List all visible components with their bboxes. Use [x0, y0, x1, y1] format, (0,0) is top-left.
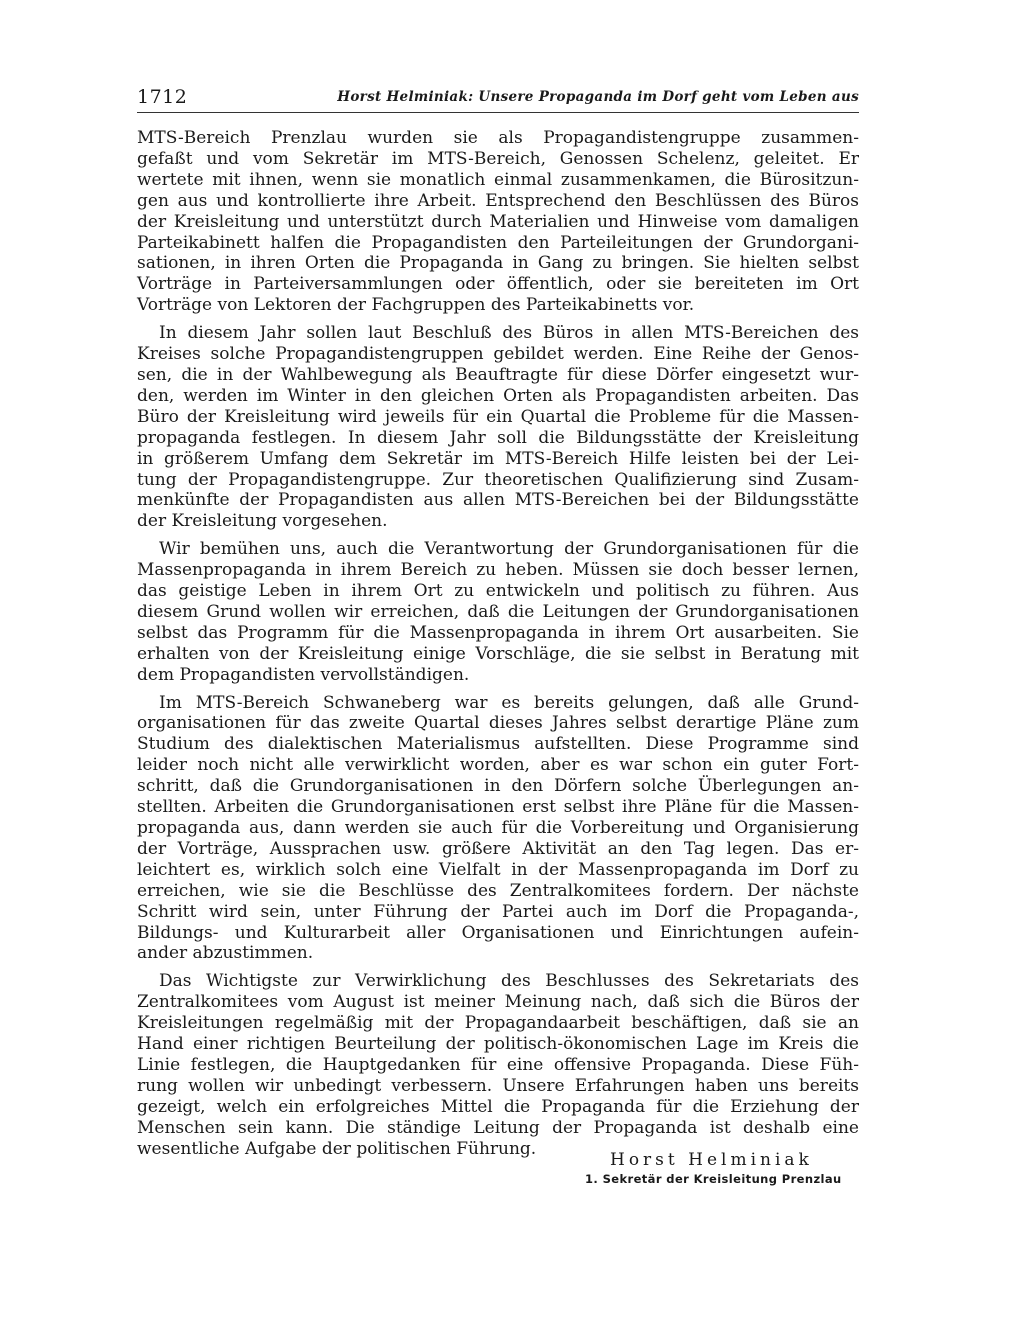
text-line: propaganda aus, dann werden sie auch für die Vorbereitung und Organisierung	[137, 818, 859, 838]
text-line: das geistige Leben in ihrem Ort zu entwickeln und politisch zu führen. Aus	[137, 581, 859, 602]
text-line: In diesem Jahr sollen laut Beschluß des Büros in allen MTS-Bereichen des	[159, 323, 859, 344]
paragraph-4	[137, 693, 859, 965]
text-line: stellten. Arbeiten die Grundorganisationen erst selbst ihre Pläne für die Massen-	[137, 797, 859, 818]
text-line: tung der Propagandistengruppe. Zur theoretischen Qualifizierung sind Zusam-	[137, 469, 859, 490]
text-line: Büro der Kreisleitung wird jeweils für ein Quartal die Probleme für die Massen-	[137, 406, 859, 427]
text-line: gen aus und kontrollierte ihre Arbeit. Entsprechend den Beschlüssen des Büros	[137, 190, 859, 211]
text-line: Kreises solche Propagandistengruppen gebildet werden. Eine Reihe der Genos-	[137, 344, 859, 365]
text-line: sen, die in der Wahlbewegung als Beauftragte für diese Dörfer eingesetzt wur-	[137, 364, 859, 385]
text-line: erhalten von der Kreisleitung einige Vorschläge, die sie selbst in Beratung mit	[137, 643, 859, 664]
text-line: wesentliche Aufgabe der politischen Führung.	[137, 1138, 537, 1159]
text-line: Zentralkomitees vom August ist meiner Meinung nach, daß sich die Büros der	[137, 992, 859, 1013]
text-line: Linie festlegen, die Hauptgedanken für eine offensive Propaganda. Diese Füh-	[137, 1054, 859, 1075]
text-line: dem Propagandisten vervollständigen.	[137, 664, 470, 685]
text-line: MTS-Bereich Prenzlau wurden sie als Propagandistengruppe zusammen-	[137, 128, 859, 148]
text-line: Vorträge in Parteiversammlungen oder öffentlich, oder sie bereiteten im Ort	[137, 274, 859, 295]
text-line: Kreisleitungen regelmäßig mit der Propagandaarbeit beschäftigen, daß sie an	[137, 1013, 859, 1034]
text-line: Bildungs- und Kulturarbeit aller Organisationen und Einrichtungen aufein-	[137, 922, 859, 943]
text-line: sationen, in ihren Orten die Propaganda in Gang zu bringen. Sie hielten selbst	[137, 253, 859, 274]
text-line: rung wollen wir unbedingt verbessern. Unsere Erfahrungen haben uns bereits	[137, 1075, 859, 1096]
text-line: menkünfte der Propagandisten aus allen MTS-Bereichen bei der Bildungsstätte	[137, 490, 859, 511]
text-line: Massenpropaganda in ihrem Bereich zu heben. Müssen sie doch besser lernen,	[137, 560, 859, 581]
text-line: Schritt wird sein, unter Führung der Partei auch im Dorf die Propaganda-,	[137, 901, 859, 922]
author-role: 1. Sekretär der Kreisleitung Prenzlau	[585, 1172, 842, 1186]
page-number: 1712	[137, 86, 188, 108]
text-line: der Kreisleitung vorgesehen.	[137, 511, 388, 532]
text-line: leider noch nicht alle verwirklicht worden, aber es war schon ein guter Fort-	[137, 755, 859, 776]
text-line: den, werden im Winter in den gleichen Orten als Propagandisten arbeiten. Das	[137, 385, 859, 406]
text-line: ander abzustimmen.	[137, 943, 314, 964]
article-body	[137, 128, 859, 1167]
text-line: gezeigt, welch ein erfolgreiches Mittel die Propaganda für die Erziehung der	[137, 1096, 859, 1117]
paragraph-1	[137, 128, 859, 316]
text-line: der Kreisleitung und unterstützt durch Materialien und Hinweise vom damaligen	[137, 211, 859, 232]
text-line: Das Wichtigste zur Verwirklichung des Beschlusses des Sekretariats des	[159, 971, 859, 992]
text-line: propaganda festlegen. In diesem Jahr soll die Bildungsstätte der Kreisleitung	[137, 427, 859, 448]
text-line: leichtert es, wirklich solch eine Vielfalt in der Massenpropaganda im Dorf zu	[137, 859, 859, 880]
text-line: der Vorträge, Aussprachen usw. größere Aktivität an den Tag legen. Das er-	[137, 838, 859, 859]
running-head: Horst Helminiak: Unsere Propaganda im Dorf geht vom Leben aus	[337, 89, 859, 105]
text-line: wertete mit ihnen, wenn sie monatlich einmal zusammenkamen, die Bürositzun-	[137, 169, 859, 190]
text-line: in größerem Umfang dem Sekretär im MTS-Bereich Hilfe leisten bei der Lei-	[137, 448, 859, 469]
paragraph-2	[137, 323, 859, 532]
page-header	[137, 86, 859, 113]
text-line: Menschen sein kann. Die ständige Leitung der Propaganda ist deshalb eine	[137, 1117, 859, 1138]
text-line: Vorträge von Lektoren der Fachgruppen des Parteikabinetts vor.	[137, 295, 695, 316]
author-signature: Horst Helminiak	[610, 1150, 813, 1170]
text-line: Im MTS-Bereich Schwaneberg war es bereits gelungen, daß alle Grund-	[159, 692, 859, 713]
text-line: erreichen, wie sie die Beschlüsse des Zentralkomitees fordern. Der nächste	[137, 880, 859, 901]
paragraph-3	[137, 539, 859, 685]
paragraph-5	[137, 971, 859, 1159]
text-line: schritt, daß die Grundorganisationen in den Dörfern solche Überlegungen an-	[137, 776, 859, 797]
text-line: selbst das Programm für die Massenpropaganda in ihrem Ort ausarbeiten. Sie	[137, 622, 859, 643]
text-line: organisationen für das zweite Quartal dieses Jahres selbst derartige Pläne zum	[137, 713, 859, 734]
text-line: gefaßt und vom Sekretär im MTS-Bereich, Genossen Schelenz, geleitet. Er	[137, 148, 859, 169]
text-line: Hand einer richtigen Beurteilung der politisch-ökonomischen Lage im Kreis die	[137, 1034, 859, 1055]
text-line: Parteikabinett halfen die Propagandisten den Parteileitungen der Grundorgani-	[137, 232, 859, 253]
text-line: Studium des dialektischen Materialismus aufstellten. Diese Programme sind	[137, 734, 859, 755]
text-line: Wir bemühen uns, auch die Verantwortung der Grundorganisationen für die	[159, 539, 859, 560]
text-line: diesem Grund wollen wir erreichen, daß die Leitungen der Grundorganisationen	[137, 601, 859, 622]
